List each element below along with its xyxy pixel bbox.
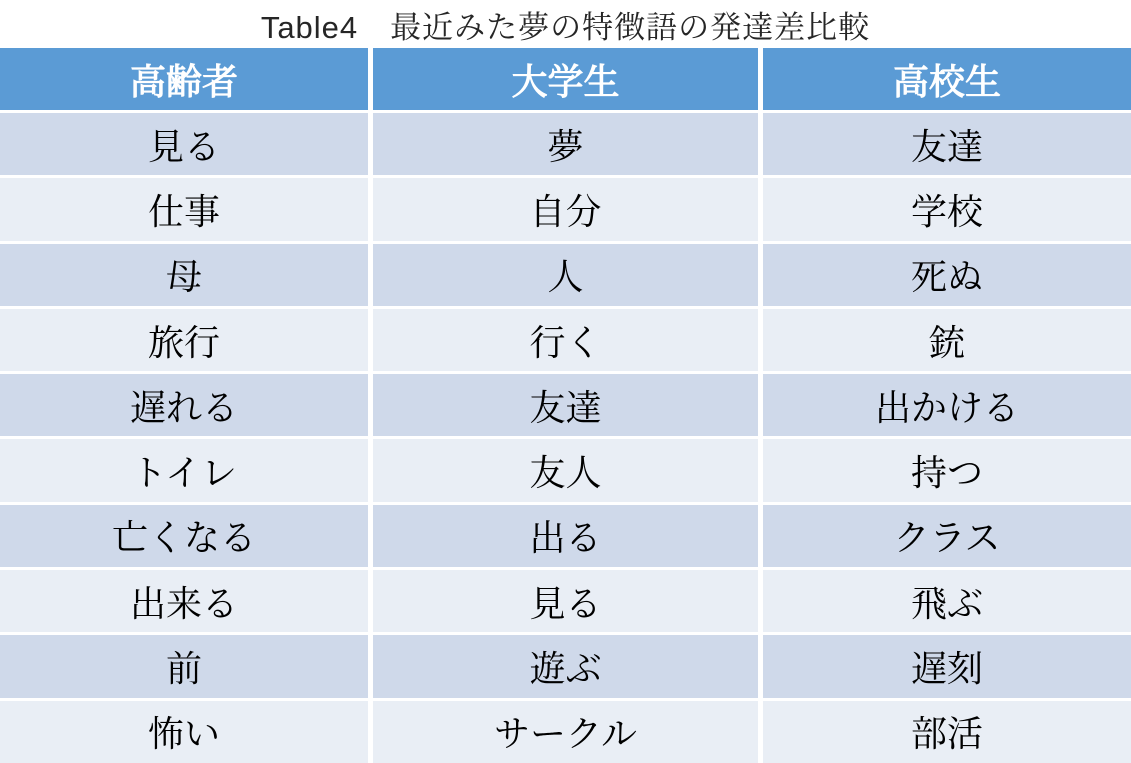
table-cell: 出る (373, 505, 758, 567)
table-cell: 行く (373, 309, 758, 371)
header-row (0, 48, 1131, 110)
table-cell: 死ぬ (763, 244, 1131, 306)
dream-words-table (0, 48, 1131, 763)
table-cell: 見る (373, 570, 758, 632)
table-row (0, 309, 1131, 371)
table-row (0, 570, 1131, 632)
table-cell: 友達 (373, 374, 758, 436)
table-cell: 前 (0, 635, 368, 697)
table-cell: 友人 (373, 439, 758, 501)
table-cell: 遅刻 (763, 635, 1131, 697)
table-cell: 仕事 (0, 178, 368, 240)
table-cell: 怖い (0, 701, 368, 763)
table-cell: 持つ (763, 439, 1131, 501)
table-row (0, 113, 1131, 175)
table-cell: 友達 (763, 113, 1131, 175)
table-cell: 部活 (763, 701, 1131, 763)
table-row (0, 635, 1131, 697)
table-cell: サークル (373, 701, 758, 763)
column-header-elderly: 高齢者 (0, 48, 368, 110)
table-cell: 飛ぶ (763, 570, 1131, 632)
table-row (0, 701, 1131, 763)
table-row (0, 244, 1131, 306)
table-row (0, 439, 1131, 501)
table-cell: 遅れる (0, 374, 368, 436)
table-cell: クラス (763, 505, 1131, 567)
table-cell: 出来る (0, 570, 368, 632)
table-cell: 出かける (763, 374, 1131, 436)
column-header-university: 大学生 (373, 48, 758, 110)
table-cell: 遊ぶ (373, 635, 758, 697)
table-cell: 学校 (763, 178, 1131, 240)
table-row (0, 178, 1131, 240)
table-cell: 旅行 (0, 309, 368, 371)
table-cell: 人 (373, 244, 758, 306)
table-cell: 銃 (763, 309, 1131, 371)
table-row (0, 505, 1131, 567)
table-cell: 見る (0, 113, 368, 175)
table-cell: 自分 (373, 178, 758, 240)
table-cell: 夢 (373, 113, 758, 175)
table-title: Table4 最近みた夢の特徴語の発達差比較 (260, 9, 871, 45)
table-cell: 亡くなる (0, 505, 368, 567)
column-header-highschool: 高校生 (763, 48, 1131, 110)
table-cell: トイレ (0, 439, 368, 501)
table-row (0, 374, 1131, 436)
table-cell: 母 (0, 244, 368, 306)
